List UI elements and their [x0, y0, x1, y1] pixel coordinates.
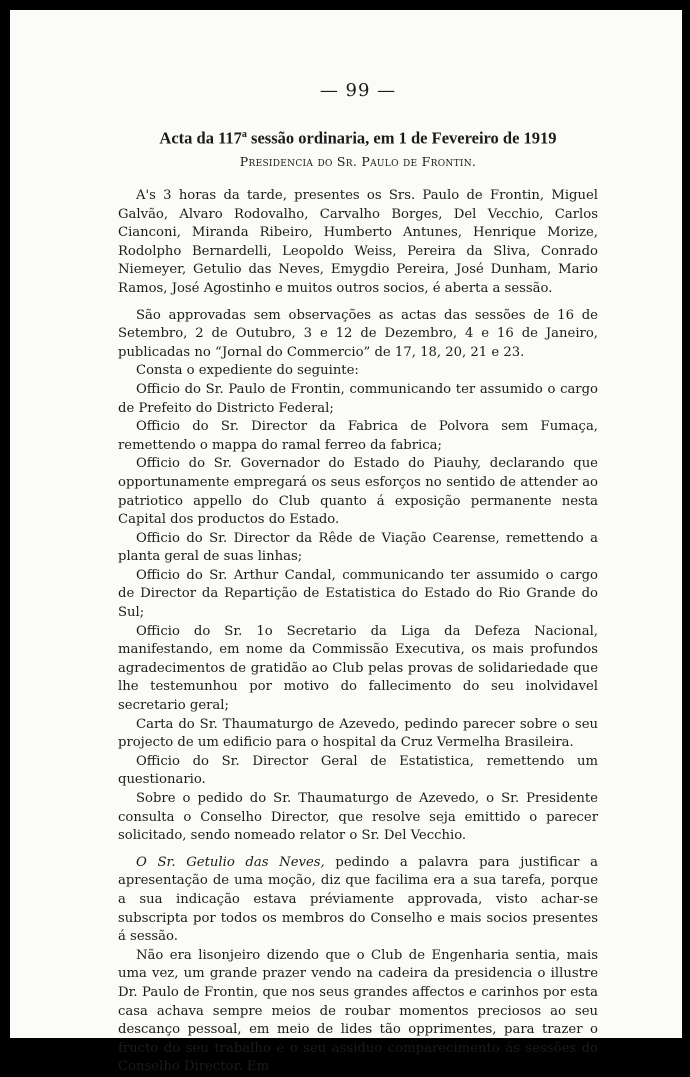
paragraph-letter-cearense: Officio do Sr. Director da Rêde de Viação Cearense, remettendo a planta geral de suas linhas; [118, 530, 598, 565]
paragraph-attendance: A's 3 horas da tarde, presentes os Srs. Paulo de Frontin, Miguel Galvão, Alvaro Rodovalho, Carvalho Borges, Del Vecchio, Carlos Cianconi, Miranda Ribeiro, Humberto Antunes, Henrique Morize, Rodolpho Bernardelli, Leopoldo Weiss, Pereira da Sliva, Conrado Niemeyer, Getulio das Neves, Emygdio Pereira, José Dunham, Mario Ramos, José Agostinho e muitos outros socios, é aberta a sessão. [118, 188, 598, 296]
paragraph-letter-piauhy: Officio do Sr. Governador do Estado do Piauhy, declarando que opportunamente empregará os seus esforços no sentido de attender ao patriotico appello do Club quanto á exposição permanente nesta Capital dos productos do Estado. [118, 456, 598, 528]
act-title-rest: sessão ordinaria, em 1 de Fevereiro de 1919 [246, 128, 557, 148]
paragraph-expedient: Consta o expediente do seguinte: [136, 363, 359, 379]
presidency-line: Presidencia do Sr. Paulo de Frontin. [239, 154, 477, 169]
paragraph-letter-polvora: Officio do Sr. Director da Fabrica de Polvora sem Fumaça, remettendo o mappa do ramal ferreo da fabrica; [118, 419, 598, 453]
paragraph-tribute: Não era lisonjeiro dizendo que o Club de Engenharia sentia, mais uma vez, um grande prazer vendo na cadeira da presidencia o illustre Dr. Paulo de Frontin, que nos seus grandes affectos e carinhos por esta casa achava sempre meios de roubar momentos preciosos ao seu descanço pessoal, em meio de lides tão opprimentes, para trazer o fructo do seu trabalho e o seu assiduo comparecimento ás sessões do Conselho Director. Em [118, 947, 598, 1075]
paragraph-letter-estatistica: Officio do Sr. Director Geral de Estatistica, remettendo um questionario. [118, 753, 598, 788]
act-title-ordinal: a [241, 129, 247, 140]
motion-text: pedindo a palavra para justificar a apresentação de uma moção, diz que facilima era a sua tarefa, porque a sua indicação estava préviamente approvada, visto achar-se subscripta por todos os membros do Conselho e mais socios presentes á sessão. [118, 854, 599, 945]
speaker-name: O Sr. Getulio das Neves, [136, 854, 325, 870]
document-page [10, 10, 682, 1075]
paragraph-letter-liga: Officio do Sr. 1o Secretario da Liga da Defeza Nacional, manifestando, em nome da Commissão Executiva, os mais profundos agradecimentos de gratidão ao Club pelas provas de solidariedade que lhe testemunhou por motivo do fallecimento do seu inolvidavel secretario geral; [118, 623, 598, 714]
paragraph-letter-candal: Officio do Sr. Arthur Candal, communicando ter assumido o cargo de Director da Repartição de Estatistica do Estado do Rio Grande do Sul; [118, 567, 598, 621]
act-title [118, 124, 598, 146]
paragraph-letter-thaumaturgo: Carta do Sr. Thaumaturgo de Azevedo, pedindo parecer sobre o seu projecto de um edificio para o hospital da Cruz Vermelha Brasileira. [118, 716, 598, 751]
paragraph-minutes-approval: São approvadas sem observações as actas das sessões de 16 de Setembro, 2 de Outubro, 3 e 12 de Dezembro, 4 e 16 de Janeiro, publicadas no “Jornal do Commercio” de 17, 18, 20, 21 e 23. [118, 307, 598, 360]
page-content [118, 80, 598, 1077]
paragraph-letter-frontin: Officio do Sr. Paulo de Frontin, communicando ter assumido o cargo de Prefeito do Districto Federal; [118, 381, 598, 416]
paragraph-motion [118, 854, 598, 947]
act-title-prefix: Acta da 117 [159, 128, 242, 148]
page-number: — 99 — [319, 80, 397, 101]
paragraph-council-decision: Sobre o pedido do Sr. Thaumaturgo de Azevedo, o Sr. Presidente consulta o Conselho Director, que resolve seja emittido o parecer solicitado, sendo nomeado relator o Sr. Del Vecchio. [118, 791, 598, 844]
